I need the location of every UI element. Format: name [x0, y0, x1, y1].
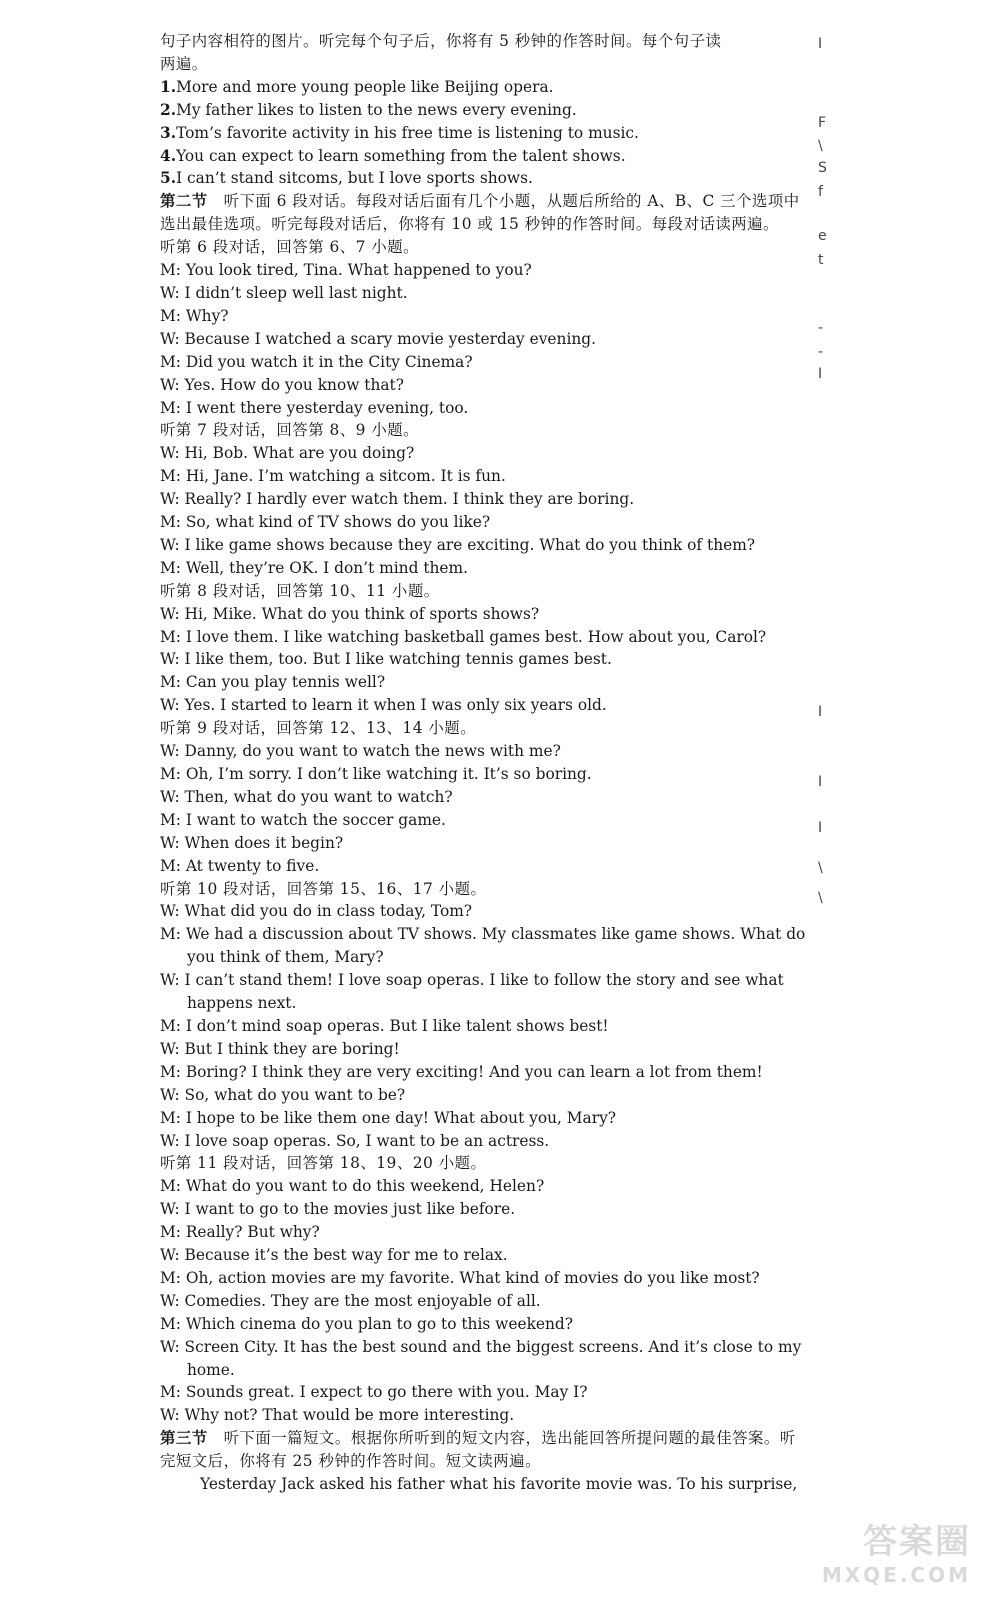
dialogue-line: W: But I think they are boring! — [160, 1039, 400, 1058]
dialogue-line: W: Danny, do you want to watch the news with me? — [160, 742, 561, 761]
margin-mark: I — [818, 774, 823, 790]
dialogue-line: W: I like game shows because they are exciting. What do you think of them? — [160, 535, 756, 554]
passage-start: Yesterday Jack asked his father what his favorite movie was. To his surprise, — [200, 1475, 798, 1494]
dialogue-line: M: Hi, Jane. I’m watching a sitcom. It is fun. — [160, 467, 506, 486]
intro-line: 两遍。 — [160, 54, 208, 73]
dialogue-block — [160, 1152, 810, 1427]
dialogue-line: W: So, what do you want to be? — [160, 1085, 406, 1104]
dialogue-line: W: Yes. How do you know that? — [160, 375, 404, 394]
dialogue-header: 听第 7 段对话，回答第 8、9 小题。 — [160, 421, 420, 440]
sentence-text: I can’t stand sitcoms, but I love sports shows. — [176, 169, 533, 188]
margin-mark: I — [818, 704, 823, 720]
dialogue-line: M: I want to watch the soccer game. — [160, 810, 446, 829]
sentence-number: 1. — [160, 77, 177, 96]
sentence-item — [160, 122, 810, 145]
dialogue-block — [160, 419, 810, 579]
dialogue-header: 听第 9 段对话，回答第 12、13、14 小题。 — [160, 719, 477, 738]
dialogue-list — [160, 236, 810, 1427]
section-heading: 第三节 — [160, 1429, 208, 1448]
dialogue-line: M: I love them. I like watching basketball games best. How about you, Carol? — [160, 627, 767, 646]
dialogue-line: W: Because it’s the best way for me to relax. — [160, 1246, 508, 1265]
watermark-url: MXQE.COM — [821, 1563, 971, 1587]
sentence-text: More and more young people like Beijing opera. — [176, 77, 554, 96]
dialogue-line: W: I like them, too. But I like watching tennis games best. — [160, 650, 612, 669]
dialogue-header: 听第 6 段对话，回答第 6、7 小题。 — [160, 238, 420, 257]
dialogue-line: M: What do you want to do this weekend, Helen? — [160, 1177, 545, 1196]
dialogue-line: M: Can you play tennis well? — [160, 673, 386, 692]
sentence-text: Tom’s favorite activity in his free time is listening to music. — [176, 123, 639, 142]
dialogue-line: M: At twenty to five. — [160, 856, 320, 875]
dialogue-line: W: I want to go to the movies just like before. — [160, 1200, 516, 1219]
margin-mark: S — [818, 160, 827, 176]
margin-mark: f — [818, 184, 823, 200]
margin-mark: F — [818, 115, 827, 131]
section-2-instruction — [160, 190, 810, 236]
dialogue-line: W: Hi, Bob. What are you doing? — [160, 444, 415, 463]
sentence-number: 4. — [160, 146, 177, 165]
dialogue-line: W: Then, what do you want to watch? — [160, 787, 453, 806]
dialogue-line: W: I can’t stand them! I love soap operas. I like to follow the story and see what happens next. — [160, 971, 784, 1013]
dialogue-block — [160, 717, 810, 877]
dialogue-line: W: I love soap operas. So, I want to be an actress. — [160, 1131, 550, 1150]
dialogue-line: M: I went there yesterday evening, too. — [160, 398, 469, 417]
document-page — [160, 30, 810, 1496]
dialogue-line: W: When does it begin? — [160, 833, 344, 852]
sentence-text: My father likes to listen to the news every evening. — [176, 100, 577, 119]
dialogue-line: M: Oh, action movies are my favorite. What kind of movies do you like most? — [160, 1268, 760, 1287]
margin-mark: t — [818, 252, 824, 268]
dialogue-header: 听第 8 段对话，回答第 10、11 小题。 — [160, 581, 440, 600]
dialogue-line: M: I don’t mind soap operas. But I like talent shows best! — [160, 1016, 609, 1035]
dialogue-line: M: Boring? I think they are very exciting! And you can learn a lot from them! — [160, 1062, 763, 1081]
dialogue-line: M: Oh, I’m sorry. I don’t like watching it. It’s so boring. — [160, 765, 592, 783]
dialogue-line: M: So, what kind of TV shows do you like? — [160, 513, 491, 532]
intro-line: 句子内容相符的图片。听完每个句子后，你将有 5 秒钟的作答时间。每个句子读 — [160, 32, 722, 50]
sentence-list — [160, 76, 810, 191]
dialogue-line: M: You look tired, Tina. What happened to you? — [160, 261, 532, 280]
margin-mark: - — [818, 320, 824, 336]
intro-block — [160, 30, 810, 76]
sentence-item — [160, 99, 810, 122]
section-heading: 第二节 — [160, 192, 208, 211]
dialogue-line: M: Well, they’re OK. I don’t mind them. — [160, 558, 469, 577]
dialogue-line: M: Did you watch it in the City Cinema? — [160, 352, 473, 371]
dialogue-header: 听第 10 段对话，回答第 15、16、17 小题。 — [160, 879, 487, 898]
margin-mark: - — [818, 344, 824, 360]
dialogue-block — [160, 580, 810, 717]
dialogue-line: M: We had a discussion about TV shows. My classmates like game shows. What do you think of them, Mary? — [160, 925, 806, 967]
margin-mark: \ — [818, 890, 823, 906]
dialogue-line: M: I hope to be like them one day! What about you, Mary? — [160, 1108, 617, 1127]
margin-mark: I — [818, 820, 823, 836]
section-instruction-text: 听下面 6 段对话。每段对话后面有几个小题，从题后所给的 A、B、C 三个选项中选出最佳选项。听完每段对话后，你将有 10 或 15 秒钟的作答时间。每段对话读两遍。 — [160, 192, 800, 234]
dialogue-line: M: Really? But why? — [160, 1223, 320, 1242]
sentence-text: You can expect to learn something from the talent shows. — [176, 146, 626, 165]
dialogue-block — [160, 236, 810, 419]
sentence-number: 3. — [160, 123, 177, 142]
watermark — [801, 1514, 971, 1587]
section-instruction-text: 听下面一篇短文。根据你所听到的短文内容，选出能回答所提问题的最佳答案。听完短文后，你将有 25 秒钟的作答时间。短文读两遍。 — [160, 1429, 796, 1471]
dialogue-line: W: Screen City. It has the best sound and the biggest screens. And it’s close to my home. — [160, 1337, 802, 1379]
sentence-item — [160, 145, 810, 168]
sentence-item — [160, 76, 810, 99]
margin-mark: \ — [818, 860, 823, 876]
dialogue-line: W: Hi, Mike. What do you think of sports shows? — [160, 604, 540, 623]
dialogue-line: W: Why not? That would be more interesting. — [160, 1406, 515, 1425]
sentence-item — [160, 167, 810, 190]
margin-mark: I — [818, 366, 823, 382]
sentence-number: 2. — [160, 100, 177, 119]
margin-mark: I — [818, 36, 823, 52]
watermark-logo-text: 答案圈 — [863, 1522, 971, 1562]
margin-mark: e — [818, 228, 827, 244]
dialogue-line: W: What did you do in class today, Tom? — [160, 902, 473, 921]
sentence-number: 5. — [160, 169, 177, 188]
dialogue-line: M: Sounds great. I expect to go there with you. May I? — [160, 1383, 588, 1402]
dialogue-line: W: Comedies. They are the most enjoyable of all. — [160, 1291, 541, 1310]
dialogue-block — [160, 878, 810, 1153]
margin-mark: \ — [818, 138, 823, 154]
dialogue-line: M: Why? — [160, 306, 229, 325]
dialogue-line: M: Which cinema do you plan to go to this weekend? — [160, 1314, 574, 1333]
dialogue-line: W: Yes. I started to learn it when I was only six years old. — [160, 696, 607, 715]
right-margin-bleed — [818, 30, 838, 1530]
dialogue-line: W: Really? I hardly ever watch them. I think they are boring. — [160, 490, 635, 509]
dialogue-line: W: Because I watched a scary movie yesterday evening. — [160, 329, 597, 348]
section-3-instruction — [160, 1427, 810, 1473]
dialogue-line: W: I didn’t sleep well last night. — [160, 283, 408, 302]
dialogue-header: 听第 11 段对话，回答第 18、19、20 小题。 — [160, 1154, 487, 1173]
